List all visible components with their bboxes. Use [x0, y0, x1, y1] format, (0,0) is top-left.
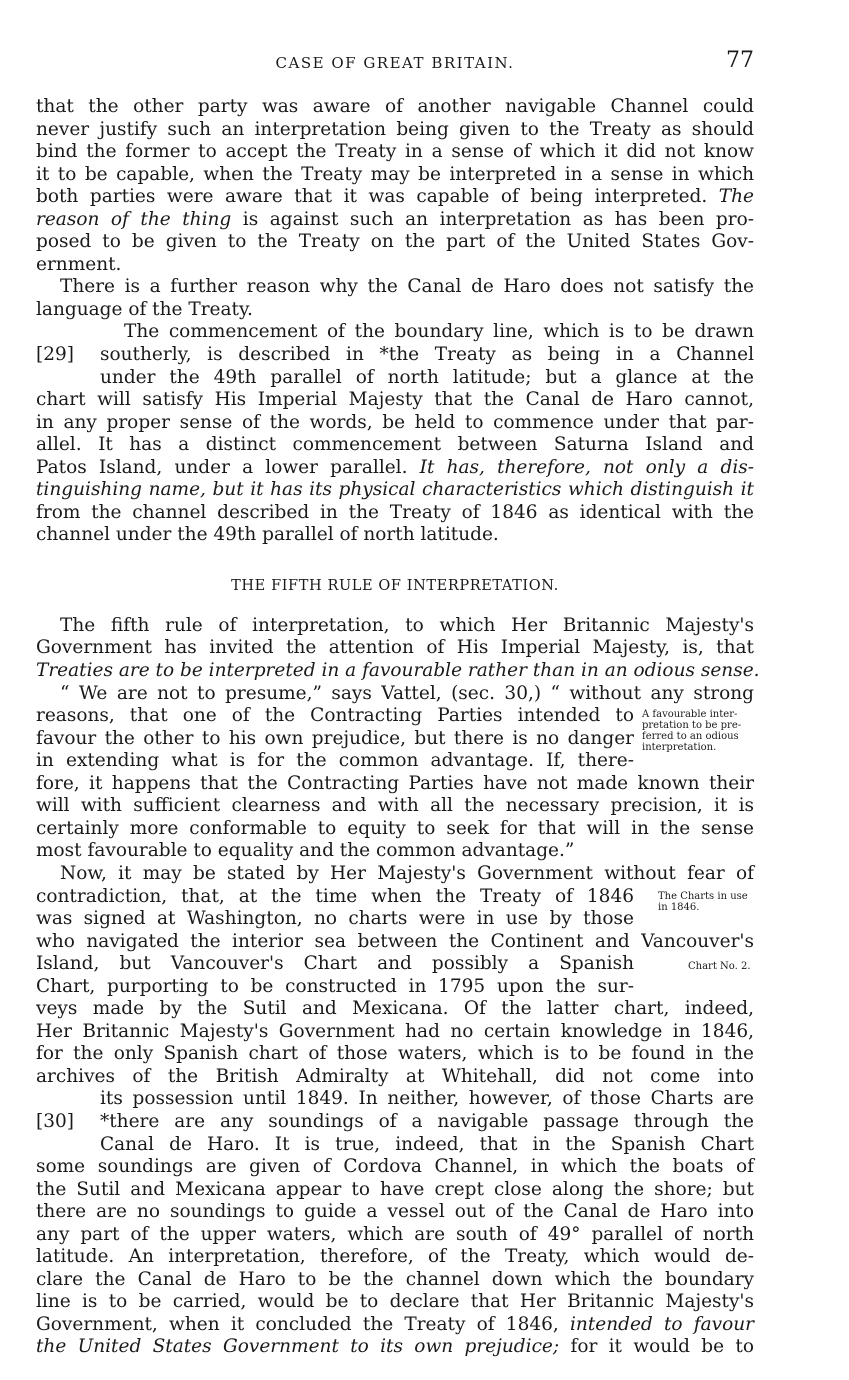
text-line: any part of the upper waters, which are south of 49° parallel of north	[36, 1223, 754, 1245]
text-line: Patos Island, under a lower parallel. It has, therefore, not only a dis-	[36, 456, 754, 478]
text-line: for the only Spanish chart of those waters, which is to be found in the	[36, 1043, 754, 1065]
side-note-charts: The Charts in use in 1846.	[658, 890, 748, 913]
side-note-chart-no-2: Chart No. 2.	[688, 960, 751, 972]
text-line: under the 49th parallel of north latitude; but a glance at the	[100, 366, 754, 388]
paragraph-3	[36, 321, 754, 546]
text-line: in extending what is for the common advantage. If, there-	[36, 750, 634, 772]
page-number: 77	[726, 48, 754, 73]
text-line: Now, it may be stated by Her Majesty's Government without fear of	[60, 862, 754, 884]
side-note-favourable: A favourable inter- pretation to be pre- ferred to an odious interpretation.	[642, 708, 742, 753]
paragraph-4	[36, 614, 760, 683]
running-title: CASE OF GREAT BRITAIN.	[275, 54, 515, 72]
text-line: some soundings are given of Cordova Channel, in which the boats of	[36, 1156, 754, 1178]
text-line: *there are any soundings of a navigable passage through the	[100, 1110, 754, 1132]
text-line: Government has invited the attention of His Imperial Majesty, is, that	[36, 637, 754, 659]
text-line: clare the Canal de Haro to be the channel down which the boundary	[36, 1268, 754, 1290]
text-line: was signed at Washington, no charts were in use by those	[36, 908, 634, 930]
text-line: Government, when it concluded the Treaty of 1846, intended to favour	[36, 1313, 754, 1335]
text-line: certainly more conformable to equity to seek for that will in the sense	[36, 817, 754, 839]
margin-reference-30: [30]	[36, 1110, 74, 1132]
text-line: Treaties are to be interpreted in a favourable rather than in an odious sense.	[36, 660, 760, 682]
section-heading: THE FIFTH RULE OF INTERPRETATION.	[231, 577, 559, 594]
text-line: from the channel described in the Treaty of 1846 as identical with the	[36, 501, 754, 523]
text-line: channel under the 49th parallel of north latitude.	[36, 524, 499, 546]
paragraph-5	[36, 683, 754, 863]
text-line: southerly, is described in *the Treaty as being in a Channel	[100, 344, 754, 366]
text-line: allel. It has a distinct commencement between Saturna Island and	[36, 434, 754, 456]
text-line: reason of the thing is against such an interpretation as has been pro-	[36, 208, 754, 230]
text-line: The commencement of the boundary line, which is to be drawn	[124, 321, 754, 343]
page-body	[36, 96, 760, 1359]
text-line: Canal de Haro. It is true, indeed, that in the Spanish Chart	[100, 1133, 754, 1155]
text-line: bind the former to accept the Treaty in a sense of which it did not know	[36, 141, 754, 163]
text-line: most favourable to equality and the common advantage.”	[36, 840, 575, 862]
text-line: Chart, purporting to be constructed in 1795 upon the sur-	[36, 975, 634, 997]
text-line: fore, it happens that the Contracting Parties have not made known their	[36, 772, 754, 794]
text-line: the Sutil and Mexicana appear to have crept close along the shore; but	[36, 1178, 754, 1200]
text-line: will with sufficient clearness and with all the necessary precision, it is	[36, 795, 754, 817]
text-line: never justify such an interpretation being given to the Treaty as should	[36, 118, 754, 140]
text-line: that the other party was aware of another navigable Channel could	[36, 96, 754, 117]
paragraph-1	[36, 96, 754, 276]
text-line: contradiction, that, at the time when the Treaty of 1846	[36, 885, 634, 907]
text-line: line is to be carried, would be to declare that Her Britannic Majesty's	[36, 1291, 754, 1313]
text-line: posed to be given to the Treaty on the part of the United States Gov-	[36, 231, 754, 253]
page-header	[36, 48, 754, 78]
text-line: There is a further reason why the Canal de Haro does not satisfy the	[60, 276, 754, 298]
text-line: Island, but Vancouver's Chart and possibly a Spanish	[36, 953, 634, 975]
text-line: latitude. An interpretation, therefore, of the Treaty, which would de-	[36, 1246, 754, 1268]
text-line: The fifth rule of interpretation, to which Her Britannic Majesty's	[60, 614, 754, 636]
text-line: veys made by the Sutil and Mexicana. Of the latter chart, indeed,	[36, 998, 754, 1020]
text-line: ernment.	[36, 253, 122, 275]
text-line: favour the other to his own prejudice, but there is no danger	[36, 727, 634, 749]
text-line: “ We are not to presume,” says Vattel, (sec. 30,) “ without any strong	[60, 682, 754, 704]
text-line: reasons, that one of the Contracting Parties intended to	[36, 705, 634, 727]
text-line: its possession until 1849. In neither, however, of those Charts are	[100, 1088, 754, 1110]
text-line: archives of the British Admiralty at Whitehall, did not come into	[36, 1065, 754, 1087]
text-line: there are no soundings to guide a vessel out of the Canal de Haro into	[36, 1201, 754, 1223]
text-line: chart will satisfy His Imperial Majesty that the Canal de Haro cannot,	[36, 389, 754, 411]
text-line: the United States Government to its own prejudice; for it would be to	[36, 1336, 754, 1358]
paragraph-6	[36, 863, 754, 1359]
paragraph-2	[36, 276, 754, 321]
text-line: language of the Treaty.	[36, 298, 253, 320]
text-line: in any proper sense of the words, be held to commence under that par-	[36, 411, 754, 433]
text-line: both parties were aware that it was capable of being interpreted. The	[36, 186, 754, 208]
margin-reference: [29]	[36, 344, 74, 366]
text-line: it to be capable, when the Treaty may be interpreted in a sense in which	[36, 163, 754, 185]
text-line: tinguishing name, but it has its physical characteristics which distinguish it	[36, 479, 754, 501]
text-line: Her Britannic Majesty's Government had no certain knowledge in 1846,	[36, 1020, 754, 1042]
text-line: who navigated the interior sea between the Continent and Vancouver's	[36, 930, 754, 952]
